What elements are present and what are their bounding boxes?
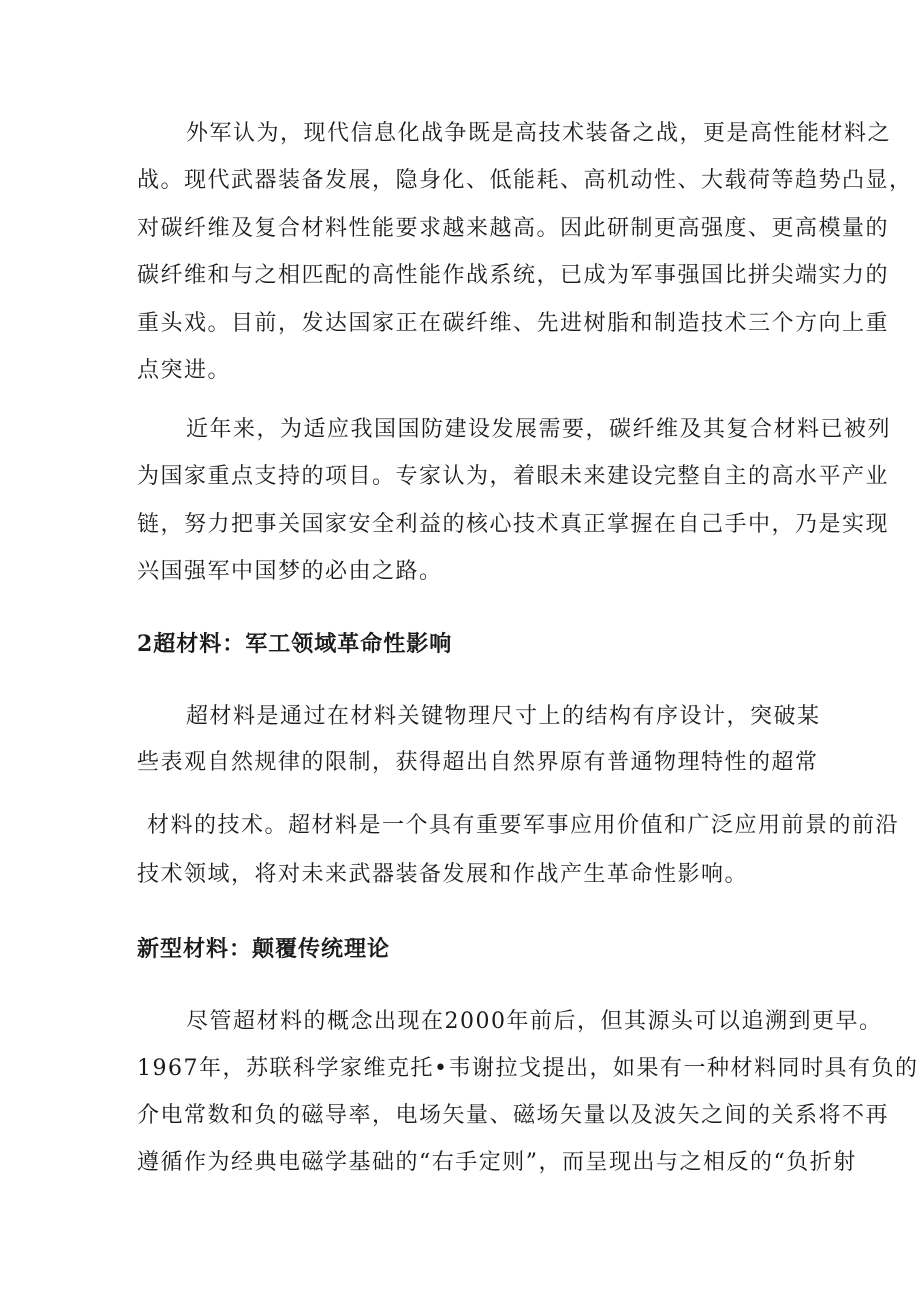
text-line: 兴国强军中国梦的必由之路。: [137, 559, 443, 584]
text-line: 为国家重点支持的项目。专家认为，着眼未来建设完整自主的高水平产业: [137, 464, 890, 489]
text-line: 战。现代武器装备发展，隐身化、低能耗、高机动性、大载荷等趋势凸显，: [137, 168, 913, 193]
text-line: 对碳纤维及复合材料性能要求越来越高。因此研制更高强度、更高模量的: [137, 216, 890, 241]
text-line: 外军认为，现代信息化战争既是高技术装备之战，更是高性能材料之: [186, 121, 892, 146]
text-line: 遵循作为经典电磁学基础的“右手定则”，而呈现出与之相反的“负折射: [137, 1150, 857, 1175]
text-line: 1967年，苏联科学家维克托•韦谢拉戈提出，如果有一种材料同时具有负的: [137, 1056, 919, 1081]
text-line: 点突进。: [137, 358, 232, 383]
text-line: 技术领域，将对未来武器装备发展和作战产生革命性影响。: [137, 862, 749, 887]
text-line: 超材料是通过在材料关键物理尺寸上的结构有序设计，突破某: [186, 704, 821, 729]
text-line: 介电常数和负的磁导率，电场矢量、磁场矢量以及波矢之间的关系将不再: [137, 1103, 890, 1128]
text-line: 材料的技术。超材料是一个具有重要军事应用价值和广泛应用前景的前沿: [147, 813, 900, 838]
text-line: 近年来，为适应我国国防建设发展需要，碳纤维及其复合材料已被列: [186, 417, 892, 442]
text-line: 些表观自然规律的限制，获得超出自然界原有普通物理特性的超常: [137, 750, 819, 775]
text-line: 重头戏。目前，发达国家正在碳纤维、先进树脂和制造技术三个方向上重: [137, 311, 890, 336]
text-line: 尽管超材料的概念出现在2000年前后，但其源头可以追溯到更早。: [186, 1009, 883, 1034]
text-line: 链，努力把事关国家安全利益的核心技术真正掌握在自己手中，乃是实现: [137, 512, 890, 537]
section-heading-metamaterials: 2超材料：军工领域革命性影响: [137, 631, 453, 657]
text-line: 碳纤维和与之相匹配的高性能作战系统，已成为军事强国比拼尖端实力的: [137, 263, 890, 288]
section-heading-new-materials: 新型材料：颠覆传统理论: [137, 936, 391, 962]
